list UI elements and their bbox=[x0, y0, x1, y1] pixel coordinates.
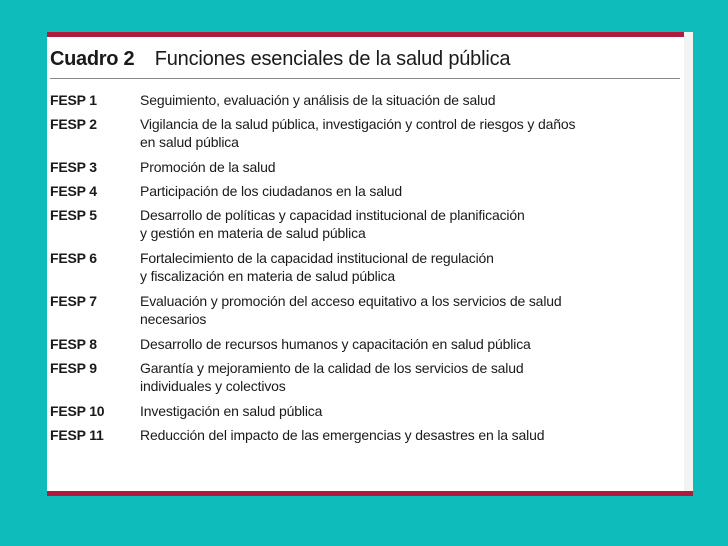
function-code: FESP 1 bbox=[50, 92, 97, 108]
table-row bbox=[50, 335, 680, 353]
function-code: FESP 4 bbox=[50, 183, 97, 199]
function-code: FESP 7 bbox=[50, 293, 97, 309]
table-row bbox=[50, 158, 680, 176]
function-description: Investigación en salud pública bbox=[140, 403, 323, 419]
slide-card bbox=[47, 32, 693, 496]
function-code: FESP 9 bbox=[50, 360, 97, 376]
function-code: FESP 6 bbox=[50, 250, 97, 266]
table-row bbox=[50, 292, 680, 328]
function-code: FESP 2 bbox=[50, 116, 97, 132]
table-caption: Funciones esenciales de la salud pública bbox=[154, 48, 511, 70]
table-title bbox=[50, 48, 680, 79]
function-description: Promoción de la salud bbox=[140, 159, 276, 175]
bottom-accent-bar bbox=[47, 491, 693, 496]
function-description: Fortalecimiento de la capacidad institucional de regulación y fiscalización en materia de salud pública bbox=[140, 250, 494, 284]
table-row bbox=[50, 359, 680, 395]
function-description: Vigilancia de la salud pública, investigación y control de riesgos y daños en salud pública bbox=[140, 116, 576, 150]
table-row bbox=[50, 115, 680, 151]
right-edge-shadow bbox=[684, 32, 693, 496]
function-code: FESP 11 bbox=[50, 427, 104, 443]
table-row bbox=[50, 91, 680, 109]
function-description: Desarrollo de recursos humanos y capacitación en salud pública bbox=[140, 336, 531, 352]
table-row bbox=[50, 249, 680, 285]
table-number: Cuadro 2 bbox=[50, 48, 135, 70]
function-description: Evaluación y promoción del acceso equitativo a los servicios de salud necesarios bbox=[140, 293, 562, 327]
functions-table bbox=[50, 91, 680, 450]
function-description: Reducción del impacto de las emergencias y desastres en la salud bbox=[140, 427, 545, 443]
function-description: Garantía y mejoramiento de la calidad de los servicios de salud individuales y colectivos bbox=[140, 360, 524, 394]
function-code: FESP 5 bbox=[50, 207, 97, 223]
table-row bbox=[50, 182, 680, 200]
function-code: FESP 3 bbox=[50, 159, 97, 175]
function-code: FESP 10 bbox=[50, 403, 105, 419]
function-code: FESP 8 bbox=[50, 336, 97, 352]
function-description: Seguimiento, evaluación y análisis de la situación de salud bbox=[140, 92, 496, 108]
table-row bbox=[50, 206, 680, 242]
function-description: Participación de los ciudadanos en la salud bbox=[140, 183, 403, 199]
table-row bbox=[50, 402, 680, 420]
function-description: Desarrollo de políticas y capacidad institucional de planificación y gestión en materia de salud pública bbox=[140, 207, 525, 241]
top-accent-bar bbox=[47, 32, 693, 37]
table-row bbox=[50, 426, 680, 444]
